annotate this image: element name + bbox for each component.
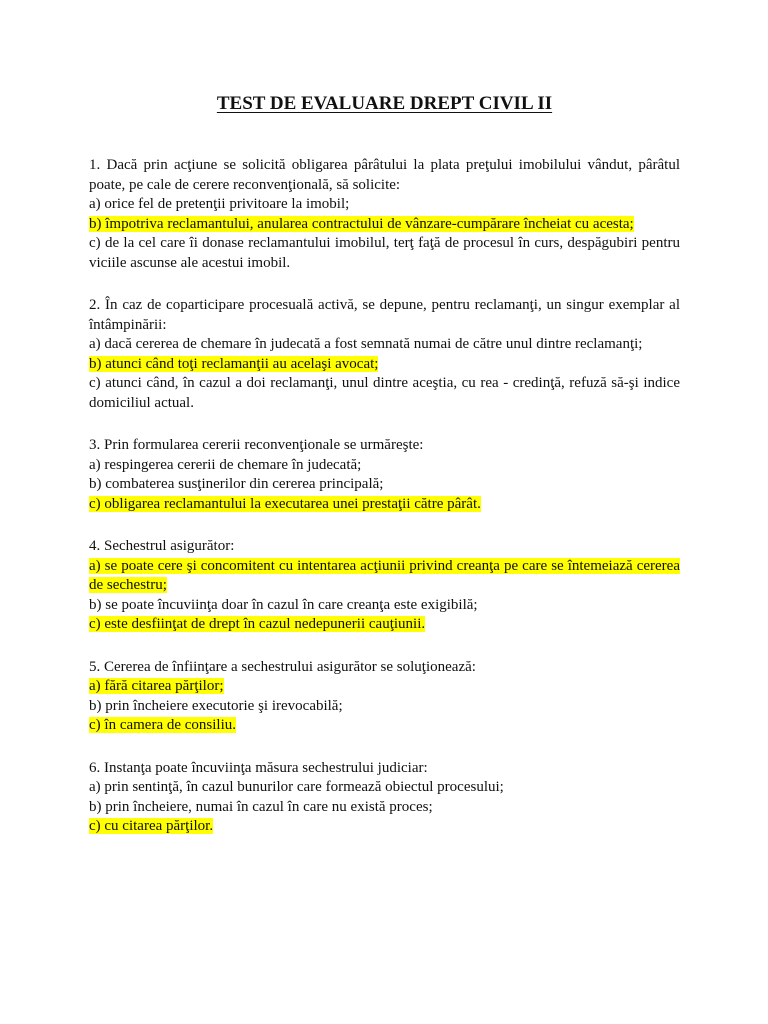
answer-option bbox=[89, 374, 680, 413]
answer-option bbox=[89, 697, 680, 717]
highlighted-answer-text: a) fără citarea părţilor; bbox=[89, 678, 224, 694]
answer-option bbox=[89, 335, 680, 355]
answer-option-highlighted bbox=[89, 557, 680, 596]
highlighted-answer-text: b) împotriva reclamantului, anularea contractului de vânzare-cumpărare încheiat cu acesta; bbox=[89, 215, 634, 232]
document-title: TEST DE EVALUARE DREPT CIVIL II bbox=[216, 93, 553, 114]
answer-text: a) respingerea cererii de chemare în judecată; bbox=[89, 456, 362, 473]
question-5 bbox=[89, 658, 680, 736]
question-stem: 5. Cererea de înfiinţare a sechestrului asigurător se soluţionează: bbox=[89, 658, 476, 675]
answer-option bbox=[89, 596, 680, 616]
highlighted-answer-text: b) atunci când toţi reclamanţii au acelaşi avocat; bbox=[89, 355, 379, 372]
question-4 bbox=[89, 537, 680, 635]
answer-text: b) prin încheiere, numai în cazul în care nu există proces; bbox=[89, 798, 433, 815]
answer-option bbox=[89, 475, 680, 495]
answer-option-highlighted bbox=[89, 716, 680, 736]
answer-text: a) orice fel de pretenţii privitoare la imobil; bbox=[89, 196, 350, 212]
highlighted-answer-text: c) este desfiinţat de drept în cazul nedepunerii cauţiunii. bbox=[89, 616, 426, 632]
answer-text: b) prin încheiere executorie şi irevocabilă; bbox=[89, 697, 343, 714]
answer-option-highlighted bbox=[89, 355, 680, 375]
question-stem: 3. Prin formularea cererii reconvenţionale se urmăreşte: bbox=[89, 437, 424, 453]
answer-option bbox=[89, 456, 680, 476]
highlighted-answer-text: c) obligarea reclamantului la executarea unei prestaţii către pârât. bbox=[89, 495, 481, 512]
answer-text: c) de la cel care îi donase reclamantului imobilul, terţ faţă de procesul în curs, despăgubiri pentru viciile ascunse ale acestui imobil. bbox=[89, 235, 680, 271]
answer-option bbox=[89, 778, 680, 798]
answer-option bbox=[89, 798, 680, 818]
answer-option-highlighted bbox=[89, 677, 680, 697]
question-stem: 6. Instanţa poate încuviinţa măsura sechestrului judiciar: bbox=[89, 759, 428, 776]
question-3 bbox=[89, 436, 680, 514]
question-stem: 1. Dacă prin acţiune se solicită obligarea pârâtului la plata preţului imobilului vândut, pârâtul poate, pe cale de cerere reconvenţională, să solicite: bbox=[89, 157, 680, 193]
answer-option-highlighted bbox=[89, 215, 680, 235]
highlighted-answer-text: c) în camera de consiliu. bbox=[89, 717, 237, 733]
answer-text: c) atunci când, în cazul a doi reclamanţi, unul dintre aceştia, cu rea - credinţă, refuză să-şi indice domiciliul actual. bbox=[89, 375, 680, 411]
question-stem: 4. Sechestrul asigurător: bbox=[89, 538, 235, 554]
answer-option-highlighted bbox=[89, 615, 680, 635]
answer-option-highlighted bbox=[89, 495, 680, 515]
highlighted-answer-text: a) se poate cere şi concomitent cu intentarea acţiunii privind creanţa pe care se întemeiază cererea de sechestru; bbox=[89, 557, 680, 593]
answer-option bbox=[89, 234, 680, 273]
answer-text: a) dacă cererea de chemare în judecată a fost semnată numai de către unul dintre reclamanţi; bbox=[89, 336, 643, 352]
answer-option-highlighted bbox=[89, 817, 680, 837]
question-1 bbox=[89, 156, 680, 273]
answer-option bbox=[89, 195, 680, 215]
highlighted-answer-text: c) cu citarea părţilor. bbox=[89, 818, 214, 834]
answer-text: b) combaterea susţinerilor din cererea principală; bbox=[89, 476, 384, 492]
answer-text: b) se poate încuviinţa doar în cazul în care creanţa este exigibilă; bbox=[89, 596, 478, 613]
question-stem: 2. În caz de coparticipare procesuală activă, se depune, pentru reclamanţi, un singur exemplar al întâmpinării: bbox=[89, 297, 680, 333]
question-2 bbox=[89, 296, 680, 413]
answer-text: a) prin sentinţă, în cazul bunurilor care formează obiectul procesului; bbox=[89, 779, 504, 795]
question-6 bbox=[89, 759, 680, 837]
